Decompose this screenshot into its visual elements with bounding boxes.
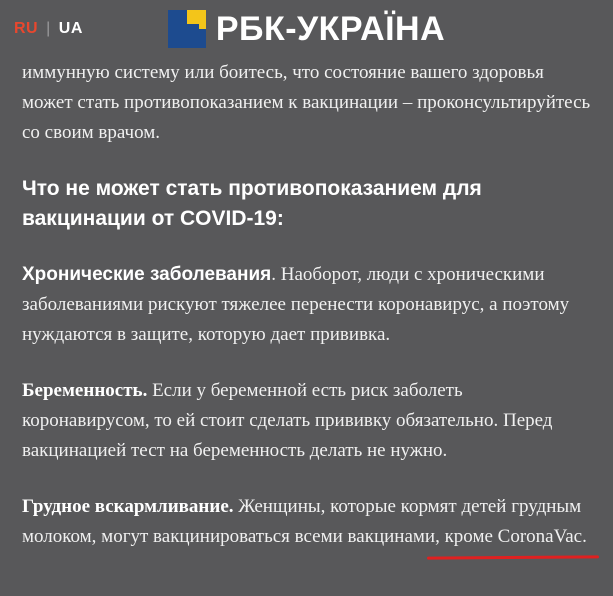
article-bottom-spacer bbox=[22, 578, 591, 596]
text-pregnancy: Если у беременной есть риск заболеть коронавирусом, то ей стоит сделать прививку обязательно. Перед вакцинацией тест на беременность делать не нужно. bbox=[22, 380, 553, 461]
paragraph-continuation: иммунную систему или боитесь, что состояние вашего здоровья может стать противопоказанием к вакцинации – проконсультируйтесь со своим врачом. bbox=[22, 62, 591, 143]
brand-area bbox=[0, 0, 613, 58]
site-title: РБК-УКРАЇНА bbox=[215, 10, 446, 48]
red-underline-annotation bbox=[427, 555, 599, 559]
lead-breastfeeding: Грудное вскармливание. bbox=[22, 496, 234, 517]
language-option-ua[interactable]: UA bbox=[58, 20, 83, 37]
paragraph-breastfeeding bbox=[22, 492, 591, 552]
paragraph-pregnancy bbox=[22, 376, 591, 466]
rbc-logo-icon bbox=[168, 10, 206, 48]
paragraph-chronic-diseases bbox=[22, 260, 591, 350]
highlighted-phrase: кроме CoronaVac. bbox=[445, 522, 587, 552]
section-subheading: Что не может стать противопоказанием для вакцинации от COVID-19: bbox=[22, 177, 482, 230]
text-breastfeeding: Женщины, которые кормят детей грудным молоком, могут вакцинироваться всеми вакцинами, кроме CoronaVac. bbox=[22, 496, 587, 547]
text-chronic-diseases: . Наоборот, люди с хроническими заболеваниями рискуют тяжелее перенести коронавирус, а поэтому нуждаются в защите, которую дает прививка. bbox=[22, 264, 570, 345]
site-logo-link[interactable] bbox=[168, 10, 445, 48]
site-header bbox=[0, 0, 613, 58]
language-switcher[interactable] bbox=[14, 20, 83, 38]
article-body bbox=[0, 58, 613, 596]
language-separator: | bbox=[46, 20, 51, 37]
lead-chronic-diseases: Хронические заболевания bbox=[22, 264, 272, 285]
lead-pregnancy: Беременность. bbox=[22, 380, 148, 401]
language-option-ru[interactable]: RU bbox=[14, 20, 39, 37]
